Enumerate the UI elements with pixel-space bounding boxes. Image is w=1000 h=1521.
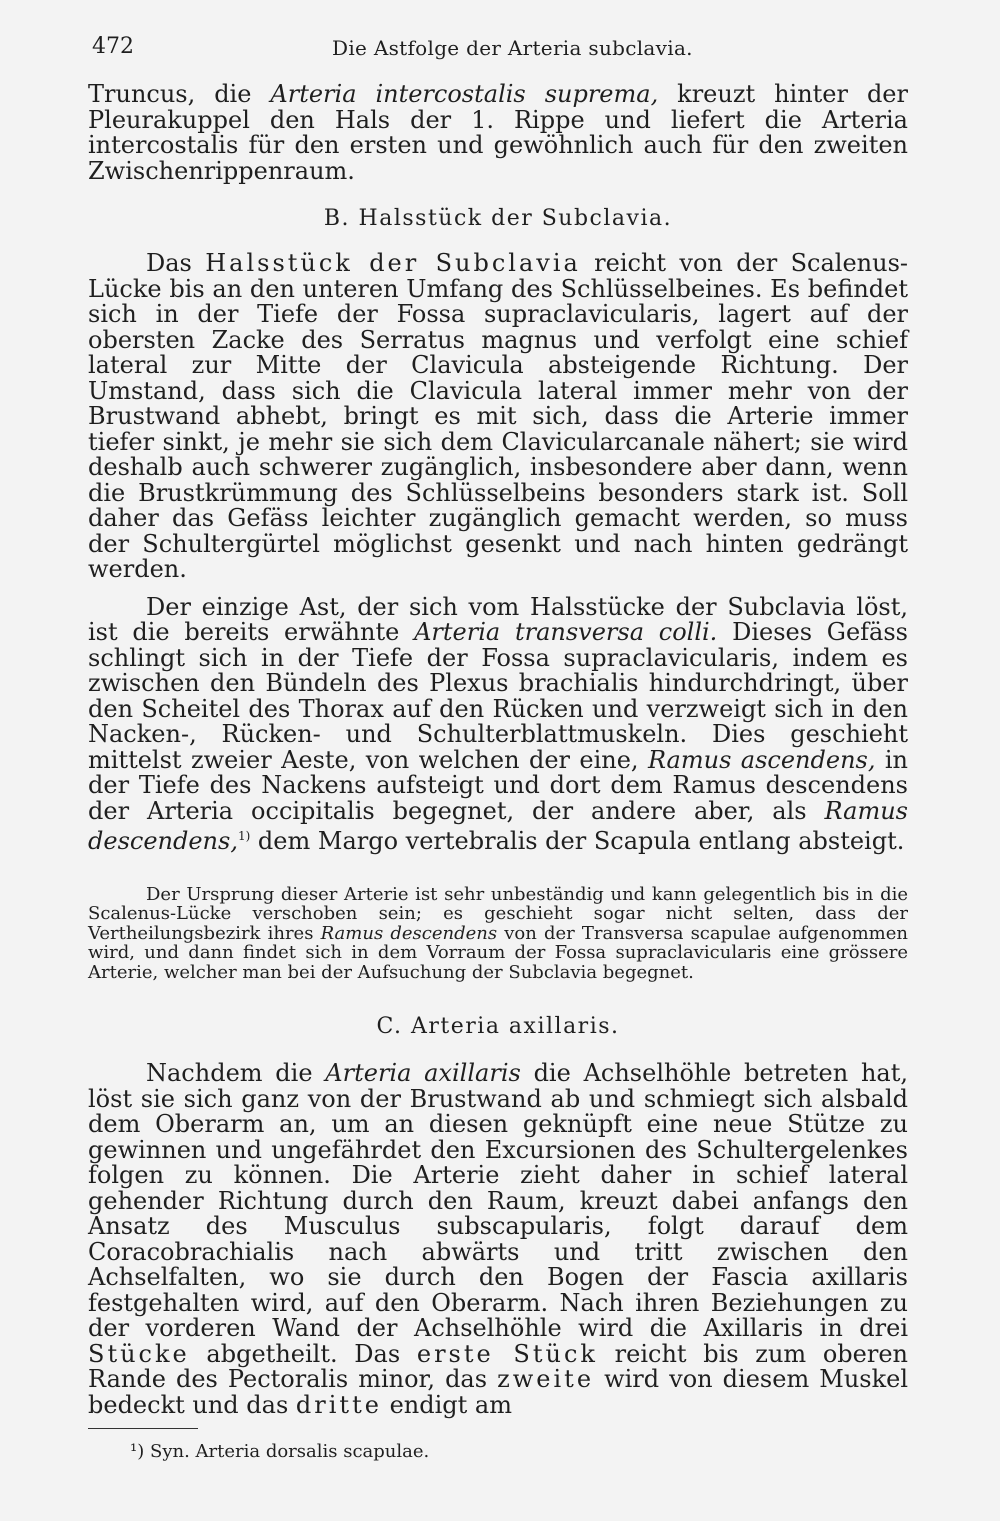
text-run: kreuzt hinter der Pleurakuppel den Hals der 1. Rippe und liefert die Arteria intercostalis für den ersten und gewöhnlich auch für den zweiten Zwischenrippenraum. <box>88 80 908 185</box>
page-body <box>88 82 908 1463</box>
small-print-note <box>88 885 908 983</box>
spaced-term: Halsstück der Subclavia <box>205 249 581 277</box>
text-run: reicht von der Scalenus-Lücke bis an den unteren Umfang des Schlüsselbeines. Es befindet sich in der Tiefe der Fossa supraclavicularis, lagert auf der obersten Zacke des Serratus magnus und verfolgt eine schief lateral zur Mitte der Clavicula absteigende Richtung. Der Umstand, dass sich die Clavicula lateral immer mehr von der Brustwand abhebt, bringt es mit sich, dass die Arterie immer tiefer sinkt, je mehr sie sich dem Clavicularcanale nähert; sie wird deshalb auch schwerer zugänglich, insbesondere aber dann, wenn die Brustkrümmung des Schlüsselbeins besonders stark ist. Soll daher das Gefäss leichter zugänglich gemacht werden, so muss der Schultergürtel möglichst gesenkt und nach hinten gedrängt werden. <box>88 249 908 583</box>
footnote-text: Syn. Arteria dorsalis scapulae. <box>149 1441 430 1462</box>
text-run: die Achselhöhle betreten hat, löst sie sich ganz von der Brustwand ab und schmiegt sich alsbald dem Oberarm an, um an diesen geknüpft eine neue Stütze zu gewinnen und ungefährdet den Excursionen des Schultergelenkes folgen zu können. Die Arterie zieht daher in schief lateral gehender Richtung durch den Raum, kreuzt dabei anfangs den Ansatz des Musculus subscapularis, folgt darauf dem Coracobrachialis nach abwärts und tritt zwischen den Achselfalten, wo sie durch den Bogen der Fascia axillaris festgehalten wird, auf den Oberarm. Nach ihren Beziehungen zu der vorderen Wand der Achselhöhle wird die Axillaris in drei <box>88 1059 908 1342</box>
footnote-marker: ¹) <box>130 1441 145 1462</box>
running-title: Die Astfolge der Arteria subclavia. <box>332 36 693 60</box>
footnote-ref-number: 1 <box>237 829 246 843</box>
section-b-heading: B. Halsstück der Subclavia. <box>323 206 673 231</box>
italic-term: Ramus descendens <box>320 922 498 944</box>
spaced-term: Stücke <box>88 1339 190 1368</box>
italic-term: Arteria transversa colli. <box>414 618 718 646</box>
text-run: Der einzige Ast, der sich vom Halsstücke der Subclavia löst, ist die bereits erwähnte <box>88 592 908 646</box>
text-run: in der Tiefe des Nackens aufsteigt und dort dem Ramus descendens der Arteria occipitalis begegnet, der andere aber, als <box>88 745 908 825</box>
section-b-paragraph-1 <box>88 251 908 583</box>
section-c-paragraph-1 <box>88 1061 908 1418</box>
text-run: reicht bis zum oberen Rande des Pectoralis minor, das <box>88 1339 909 1393</box>
text-run: Dieses Gefäss schlingt sich in der Tiefe der Fossa supraclavicularis, indem es zwischen den Bündeln des Plexus brachialis hindurchdringt, über den Scheitel des Thorax auf den Rücken und verzweigt sich in den Nacken-, Rücken- und Schulterblattmuskeln. Dies geschieht mittelst zweier Aeste, von welchen der eine, <box>88 618 908 774</box>
spaced-term: dritte <box>295 1390 382 1419</box>
text-run: Nachdem die <box>146 1059 326 1087</box>
section-c-heading: C. Arteria axillaris. <box>376 1014 620 1039</box>
page-number: 472 <box>92 34 134 59</box>
italic-term: Ramus ascendens, <box>647 745 876 774</box>
footnote-ref: 1) <box>237 829 251 843</box>
text-run: wird von diesem Muskel bedeckt und das <box>88 1365 909 1419</box>
page-header <box>92 34 908 66</box>
text-run: abgetheilt. Das <box>189 1339 417 1368</box>
section-b-paragraph-2 <box>88 592 908 855</box>
text-run: Truncus, die <box>88 80 271 108</box>
text-run: dem Margo vertebralis der Scapula entlang absteigt. <box>250 827 905 855</box>
footnote-divider <box>88 1428 198 1429</box>
text-run: Das <box>146 249 206 277</box>
italic-term: Arteria axillaris <box>325 1059 521 1087</box>
top-paragraph <box>88 82 908 184</box>
text-run: Der Ursprung dieser Arterie ist sehr unbeständig und kann gelegentlich bis in die Scalenus-Lücke verschoben sein; es geschieht sogar nicht selten, dass der Vertheilungsbezirk ihres <box>88 883 908 944</box>
spaced-term: zweite <box>497 1365 595 1393</box>
text-run: von der Transversa scapulae aufgenommen wird, und dann findet sich in dem Vorraum der Fossa supraclavicularis eine grössere Arterie, welcher man bei der Aufsuchung der Subclavia begegnet. <box>88 922 908 983</box>
italic-term: Arteria intercostalis suprema, <box>270 80 659 108</box>
text-run: endigt am <box>381 1390 512 1419</box>
spaced-term: erste Stück <box>416 1339 598 1368</box>
footnote <box>88 1441 908 1463</box>
italic-term: Ramus descendens, <box>88 796 908 855</box>
